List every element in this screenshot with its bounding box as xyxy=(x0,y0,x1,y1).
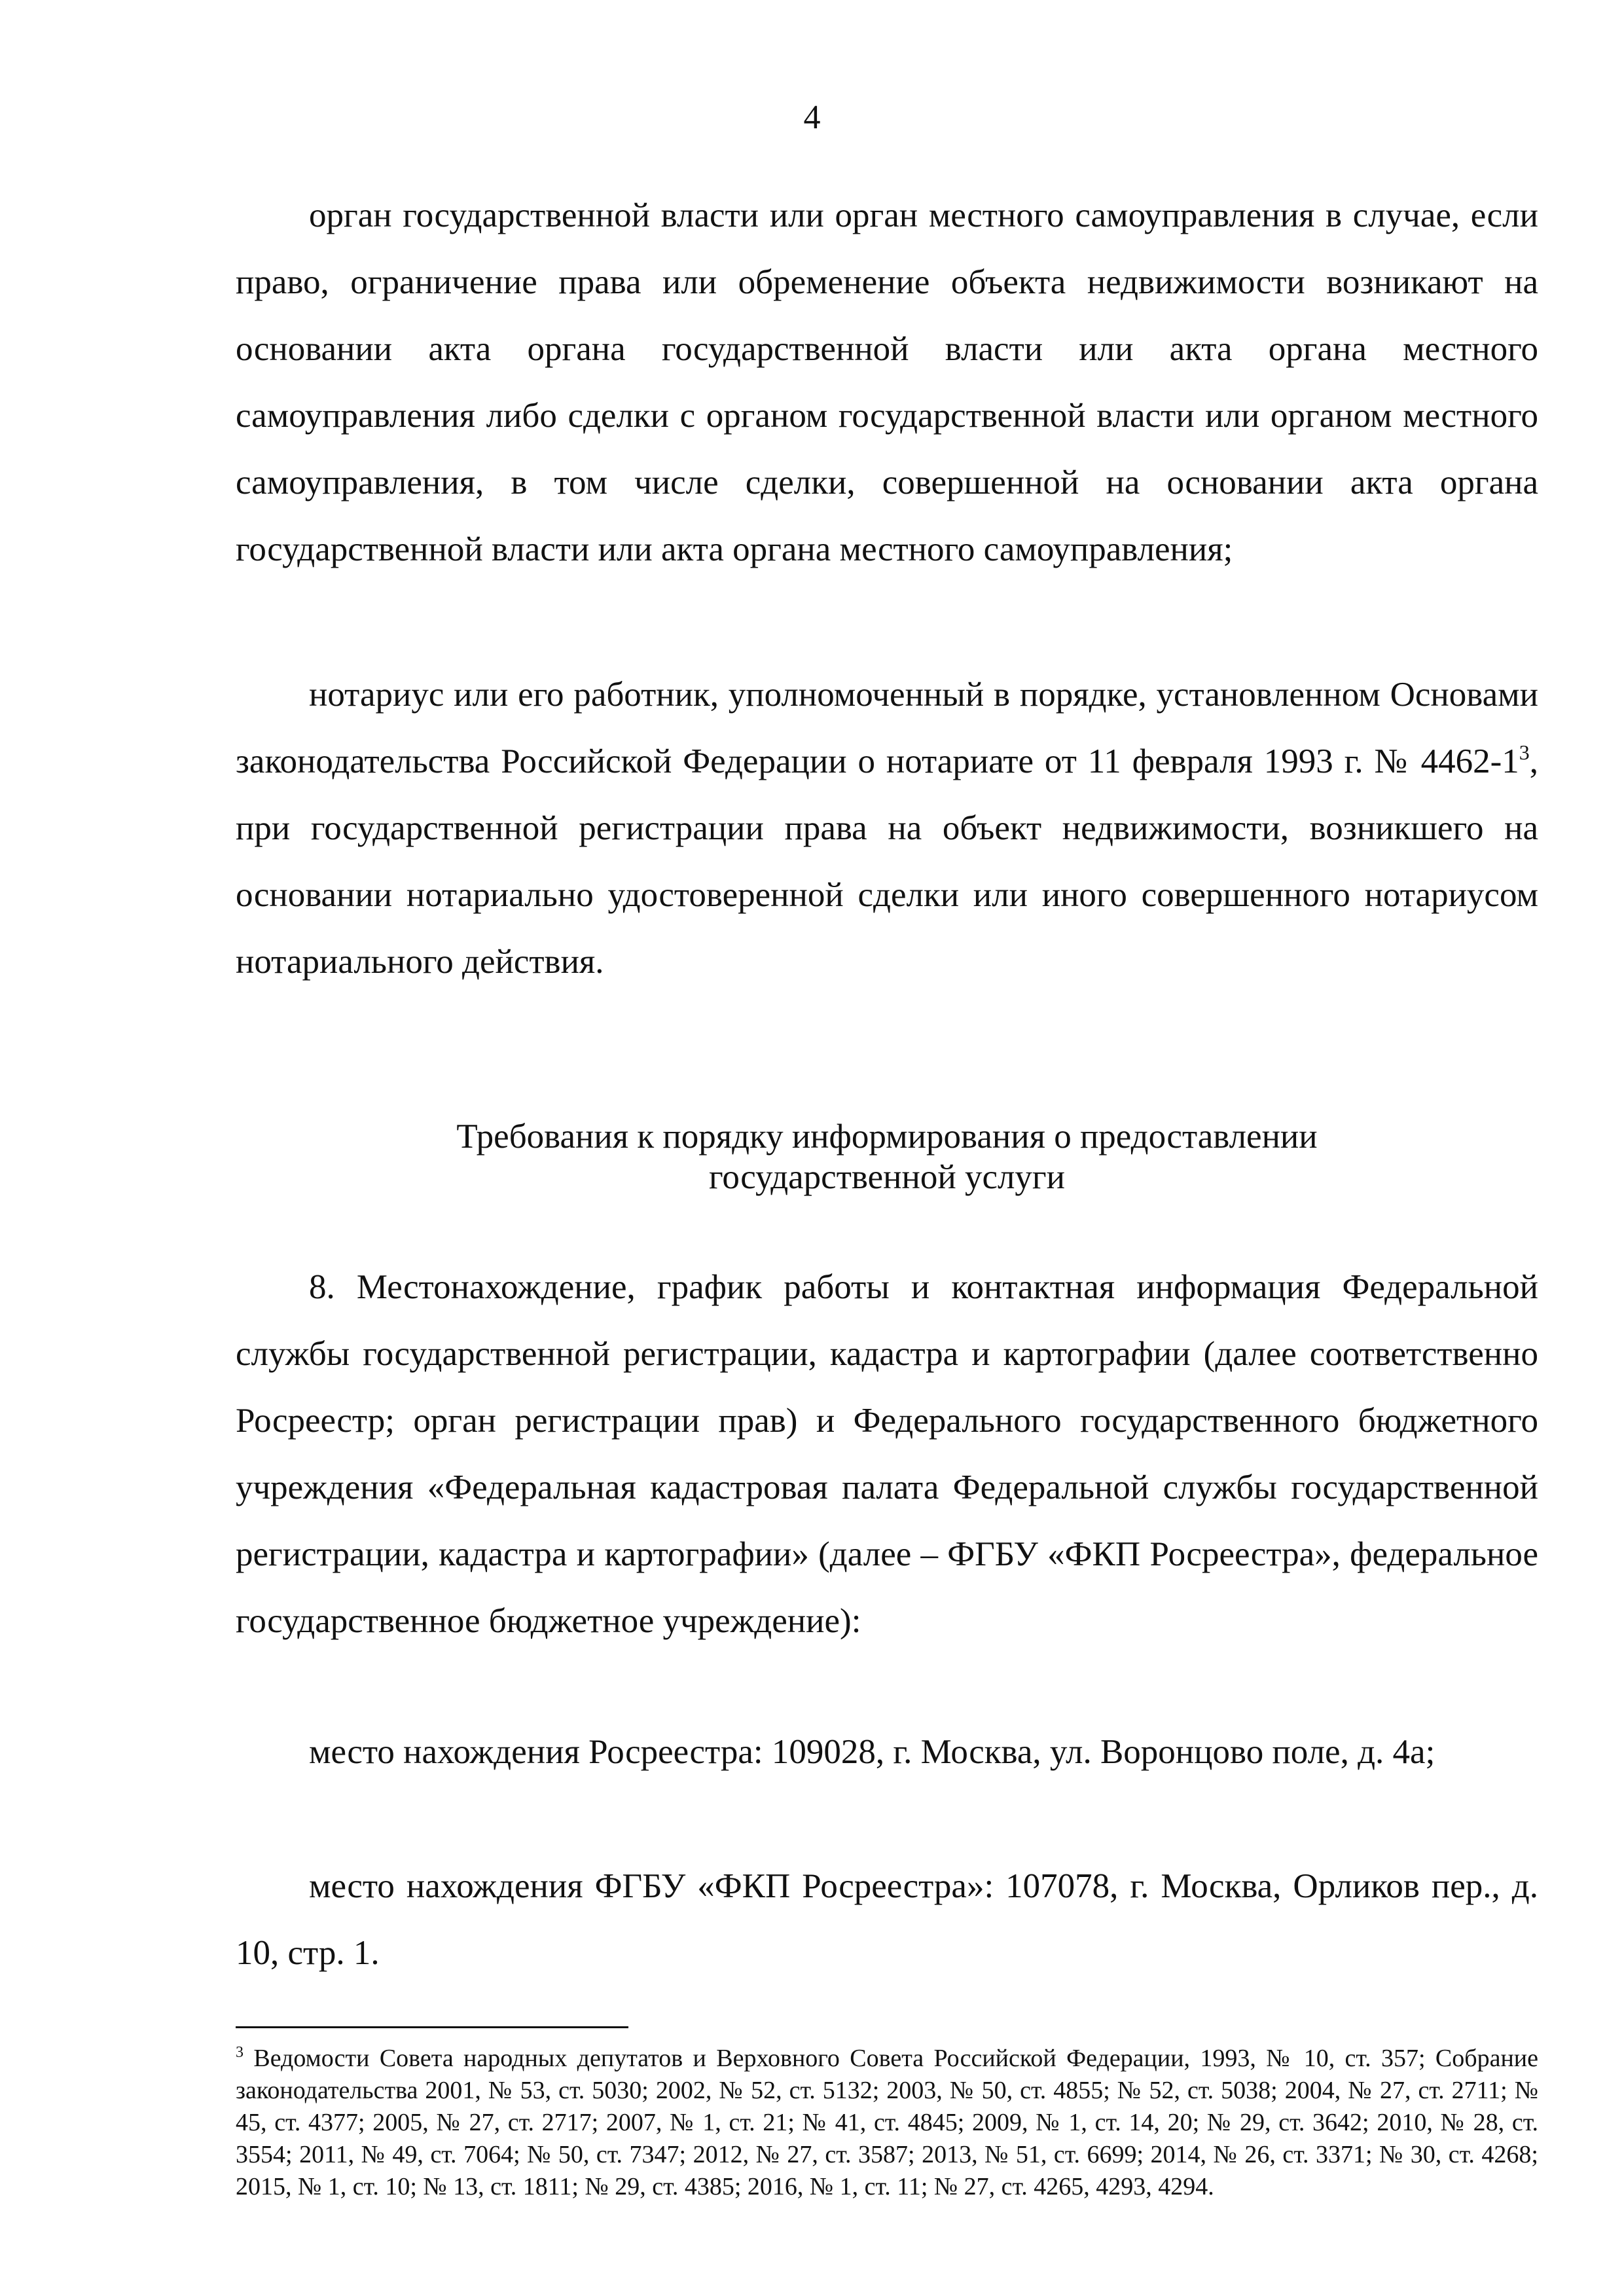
paragraph-location-info xyxy=(236,1254,1538,1654)
footnote-text: Ведомости Совета народных депутатов и Верховного Совета Российской Федерации, 1993, № 10, ст. 357; Собрание законодательства 2001, № 53, ст. 5030; 2002, № 52, ст. 5132; 2003, № 50, ст. 4855; № 52, ст. 5038; 2004, № 27, ст. 2711; № 45, ст. 4377; 2005, № 27, ст. 2717; 2007, № 1, ст. 21; № 41, ст. 4845; 2009, № 1, ст. 14, 20; № 29, ст. 3642; 2010, № 28, ст. 3554; 2011, № 49, ст. 7064; № 50, ст. 7347; 2012, № 27, ст. 3587; 2013, № 51, ст. 6699; 2014, № 26, ст. 3371; № 30, ст. 4268; 2015, № 1, ст. 10; № 13, ст. 1811; № 29, ст. 4385; 2016, № 1, ст. 11; № 27, ст. 4265, 4293, 4294. xyxy=(236,2045,1538,2200)
paragraph-government-authority xyxy=(236,182,1538,583)
footnote-divider xyxy=(236,2026,628,2028)
section-heading xyxy=(236,1116,1538,1197)
paragraph-text: место нахождения ФГБУ «ФКП Росреестра»: 107078, г. Москва, Орликов пер., д. 10, стр. 1. xyxy=(236,1867,1538,1972)
footnote-marker: 3 xyxy=(236,2044,244,2061)
paragraph-text xyxy=(236,661,1538,995)
footnote-reference: 3 xyxy=(1519,740,1530,764)
section-heading-line: Требования к порядку информирования о предоставлении xyxy=(456,1118,1318,1156)
paragraph-text: орган государственной власти или орган местного самоуправления в случае, если право, ограничение права или обременение объекта недвижимости возникают на основании акта органа государственной власти или акта органа местного самоуправления либо сделки с органом государственной власти или органом местного самоуправления, в том числе сделки, совершенной на основании акта органа государственной власти или акта органа местного самоуправления; xyxy=(236,196,1538,568)
paragraph-text: 8. Местонахождение, график работы и контактная информация Федеральной службы государственной регистрации, кадастра и картографии (далее соответственно Росреестр; орган регистрации прав) и Федерального государственного бюджетного учреждения «Федеральная кадастровая палата Федеральной службы государственной регистрации, кадастра и картографии» (далее – ФГБУ «ФКП Росреестра», федеральное государственное бюджетное учреждение): xyxy=(236,1268,1538,1640)
paragraph-notary xyxy=(236,661,1538,995)
footnote xyxy=(236,2043,1538,2203)
page-number: 4 xyxy=(803,99,821,136)
paragraph-rosreestr-address xyxy=(236,1719,1538,1785)
paragraph-text: место нахождения Росреестра: 109028, г. Москва, ул. Воронцово поле, д. 4а; xyxy=(309,1733,1435,1771)
paragraph-text-part: нотариус или его работник, уполномоченный в порядке, установленном Основами законодательства Российской Федерации о нотариате от 11 февраля 1993 г. № 4462-1 xyxy=(236,676,1538,780)
section-heading-line: государственной услуги xyxy=(708,1158,1066,1196)
paragraph-text-part: , при государственной регистрации права на объект недвижимости, возникшего на основании нотариально удостоверенной сделки или иного совершенного нотариусом нотариального действия. xyxy=(236,742,1538,981)
paragraph-fkp-address xyxy=(236,1853,1538,1986)
